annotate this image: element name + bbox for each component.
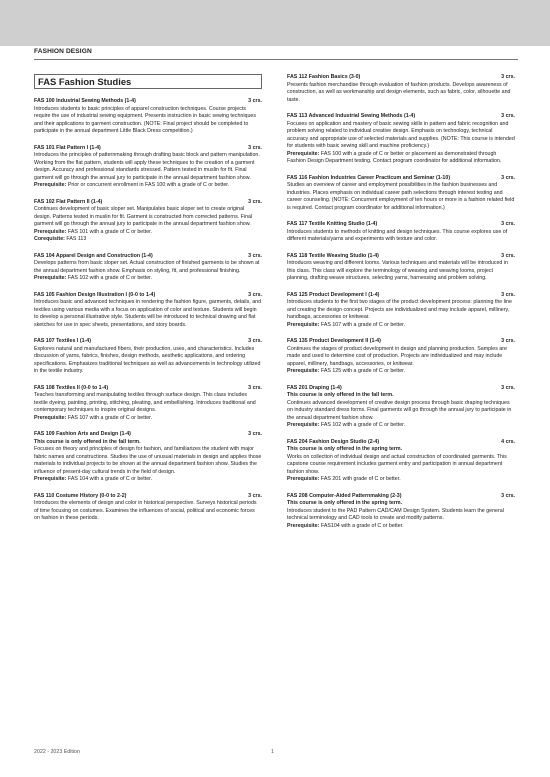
course-entry — [287, 338, 515, 376]
course-title: FAS 101 Flat Pattern I (1-4) — [34, 144, 101, 151]
course-description: Continues advanced development of creative design process through basic draping techniques on industry standard dress forms. Final garments will go through the annual jury to participate in the annual department fashion show. — [287, 399, 512, 421]
course-entry — [34, 338, 262, 376]
course-term-note: This course is only offered in the fall term. — [34, 438, 141, 445]
course-credits: 3 crs. — [248, 384, 262, 391]
course-description: Introduces students to methods of knitting and design techniques. This course explores use of different materials/yarns and experiments with texture and color. — [287, 228, 508, 242]
course-entry — [34, 385, 262, 423]
course-header — [287, 113, 515, 121]
prerequisite-label: Prerequisite: — [287, 368, 320, 374]
prerequisite-label: Prerequisite: — [287, 150, 320, 157]
course-title: FAS 208 Computer-Aided Patternmaking (2-3) — [287, 492, 402, 499]
course-description: Explores natural and manufactured fibers, their production, uses, and characteristics. Includes discussion of yarns, fabrics, finishes, design methods, aesthetic applications, and ordering specifications. Emphasizes traditional techniques as well as advancements in technology utilized in the textile industry. — [34, 345, 261, 374]
course-entry — [287, 292, 515, 330]
course-prerequisite — [287, 523, 515, 531]
course-credits: 3 crs. — [248, 492, 262, 499]
prerequisite-text: FAS 125 with a grade of C or better. — [320, 368, 406, 374]
prerequisite-text: Prior or concurrent enrollment in FAS 100 with a grade of C or better. — [67, 182, 230, 188]
course-description: Focuses on theory and principles of design for fashion, and familiarizes the student with major fabric names and constructions. Studies the use of unusual materials in design and applies those materials to individual projects to be shown at the annual department fashion show. Studies the influence of present-day cultural trends in the field of design. — [34, 446, 262, 475]
page-footer — [34, 749, 518, 755]
prerequisite-text: FAS 101 with a grade of C or better. — [67, 228, 153, 235]
course-title: FAS 112 Fashion Basics (3-0) — [287, 74, 361, 80]
course-entry — [287, 113, 515, 166]
course-header — [34, 292, 262, 300]
course-description: Introduces students to basic principles of apparel construction techniques. Course projects require the use of industrial sewing equipment. Presents instruction in basic sewing techniques and their applications to garment construction. (NOTE: Final project should be completed to participate in the annual department Little Black Dress competition.) — [34, 105, 257, 134]
course-description: Focuses on application and mastery of basic sewing skills in pattern and fabric recognition and problem solving related to individual creative design. Emphasis on technology, technical accuracy and appropriate use of selected materials and supplies. (NOTE: This course is intended for students with basic sewing skill and machine proficiency.) — [287, 120, 515, 149]
course-credits: 3 crs. — [501, 252, 515, 259]
course-header — [34, 199, 262, 207]
course-credits: 3 crs. — [501, 384, 515, 391]
course-entry — [287, 493, 515, 531]
course-description: Introduces students to the first two stages of the product development process: planning the line and creating the design concept. Projects are individualized and may include apparel, millinery, handbags, accessories or knitwear. — [287, 299, 512, 320]
course-entry — [287, 221, 515, 244]
course-credits: 3 crs. — [248, 338, 262, 344]
course-header — [287, 253, 515, 261]
course-title: FAS 116 Fashion Industries Career Practicum and Seminar (1-10) — [287, 174, 451, 181]
course-title: FAS 109 Fashion Arts and Design (1-4) — [34, 431, 131, 437]
course-title: FAS 125 Product Development I (1-4) — [287, 291, 380, 298]
course-prerequisite — [287, 368, 515, 376]
course-description: Continues development of basic sloper set. Manipulates basic sloper set to create original design. Patterns tested in muslin for fit. Garment is constructed from corrected patterns. Final garment will go through the annual jury to participate in the annual department fashion show. — [34, 206, 253, 227]
course-prerequisite — [34, 476, 262, 484]
course-header — [34, 145, 262, 153]
course-description: Introduces the principles of patternmaking through drafting basic block and pattern manipulation. Working from the flat pattern, students will apply these techniques to the creation of a garment design. Accuracy and professional standards stressed. Pattern tested in muslin for fit. Final garment will go through the annual jury to participate in the annual department fashion show. — [34, 152, 260, 181]
course-header — [34, 338, 262, 346]
prerequisite-text: FAS 104 with a grade of C or better. — [67, 476, 153, 482]
course-corequisite — [34, 236, 262, 244]
course-prerequisite — [287, 322, 515, 330]
course-term-note: This course is only offered in the spring term. — [287, 500, 403, 506]
prerequisite-label: Prerequisite: — [34, 275, 67, 281]
prerequisite-label: Prerequisite: — [287, 522, 320, 529]
course-title: FAS 117 Textile Knitting Studio (1-4) — [287, 221, 378, 227]
course-title: FAS 102 Flat Pattern II (1-4) — [34, 198, 103, 205]
course-prerequisite — [287, 476, 515, 484]
prerequisite-text: FAS 102 with a grade of C or better. — [320, 422, 406, 428]
course-title: FAS 107 Textiles I (1-4) — [34, 338, 92, 344]
course-title: FAS 100 Industrial Sewing Methods (1-4) — [34, 98, 136, 104]
course-entry — [34, 145, 262, 190]
prerequisite-label: Prerequisite: — [287, 321, 320, 328]
course-prerequisite — [287, 151, 515, 166]
course-header — [287, 493, 515, 501]
right-column — [287, 74, 515, 539]
course-header — [287, 74, 515, 82]
course-description: Introduces student to the PAD Pattern CAD/CAM Design System. Students learn the general technical terminology and CAD tools to create and modify patterns. — [287, 507, 504, 521]
course-entry — [34, 431, 262, 484]
top-banner — [0, 0, 550, 46]
course-title: FAS 105 Fashion Design Illustration I (0-0 to 1-4) — [34, 291, 156, 298]
course-entry — [287, 385, 515, 430]
course-header — [287, 385, 515, 393]
corequisite-text: FAS 113 — [66, 236, 87, 242]
course-title: FAS 118 Textile Weaving Studio (1-4) — [287, 252, 379, 259]
prerequisite-text: FAS 107 with a grade of C or better. — [67, 414, 153, 421]
left-column — [34, 74, 262, 532]
course-credits: 3 crs. — [248, 144, 262, 151]
course-title: FAS 108 Textiles II (0-0 to 1-4) — [34, 384, 109, 391]
course-credits: 3 crs. — [248, 252, 262, 259]
corequisite-label: Corequisite: — [34, 236, 65, 242]
department-header: FASHION DESIGN — [34, 48, 92, 55]
course-entry — [287, 74, 515, 104]
header-rule — [34, 59, 518, 60]
course-term-note: This course is only offered in the fall term. — [287, 392, 394, 398]
course-header — [287, 292, 515, 300]
course-credits: 4 crs. — [501, 438, 515, 445]
course-entry — [287, 175, 515, 213]
course-header — [287, 338, 515, 346]
course-entry — [34, 292, 262, 330]
prerequisite-label: Prerequisite: — [34, 228, 67, 235]
course-title: FAS 113 Advanced Industrial Sewing Methods (1-4) — [287, 113, 416, 119]
course-prerequisite — [34, 275, 262, 283]
course-title: FAS 110 Costume History (0-0 to 2-2) — [34, 492, 127, 499]
page-title: FAS Fashion Studies — [34, 74, 262, 89]
course-description: Introduces basic and advanced techniques in rendering the fashion figure, garments, details, and textiles using various media with a focus on application of color and texture. Students will begin to develop a personal illustrative style. Students will be introduced to technical drawing and flat sketches for use in spec sheets, presentations, and story boards. — [34, 299, 262, 328]
course-prerequisite — [34, 229, 262, 237]
course-description: Presents fashion merchandise through evaluation of fashion products. Develops awareness of construction, as well as workmanship and design elements, such as fabric, color, silhouette and taste. — [287, 81, 511, 103]
course-credits: 3 crs. — [248, 198, 262, 205]
course-credits: 3 crs. — [501, 174, 515, 181]
prerequisite-label: Prerequisite: — [287, 476, 320, 482]
course-credits: 3 crs. — [248, 291, 262, 298]
prerequisite-label: Prerequisite: — [34, 182, 67, 188]
course-credits: 3 crs. — [248, 431, 262, 437]
course-header — [34, 385, 262, 393]
left-course-list — [34, 98, 262, 523]
course-term-note: This course is only offered in the spring term. — [287, 446, 403, 452]
course-prerequisite — [34, 182, 262, 190]
course-header — [287, 175, 515, 183]
course-entry — [34, 98, 262, 136]
prerequisite-label: Prerequisite: — [287, 422, 320, 428]
course-entry — [287, 253, 515, 283]
course-title: FAS 201 Draping (1-4) — [287, 384, 342, 391]
right-course-list — [287, 74, 515, 530]
course-description: Introduces weaving and different looms. Various techniques and materials will be introduced in this class. This class will explore the terminology of weaving and weaving looms, project planning, drafting weave structures, selecting yarns, harnessing and problem solving. — [287, 260, 508, 281]
course-credits: 3 crs. — [248, 98, 262, 104]
course-prerequisite — [287, 422, 515, 430]
prerequisite-text: FAS 107 with a grade of C or better. — [320, 321, 406, 328]
course-description: Continues the stages of product development in design and planning production. Samples are made and used to determine cost of production. Projects are individualized and may include apparel, millinery, handbags, accessories, or knitwear. — [287, 345, 507, 367]
course-entry — [34, 253, 262, 283]
course-credits: 3 crs. — [501, 338, 515, 344]
course-credits: 3 crs. — [501, 221, 515, 227]
prerequisite-text: FAS 201 with grade of C or better. — [320, 476, 401, 482]
course-credits: 3 crs. — [501, 492, 515, 499]
course-credits: 3 crs. — [501, 74, 515, 80]
course-header — [287, 221, 515, 229]
prerequisite-label: Prerequisite: — [34, 414, 67, 421]
course-description: Works on collection of individual design and actual construction of coordinated garments. This capstone course requirement includes garment entry and participation in annual department fashion show. — [287, 453, 507, 475]
course-title: FAS 204 Fashion Design Studio (2-4) — [287, 438, 380, 445]
course-description: Teaches transforming and manipulating textiles through surface design. This class includes textile dyeing, painting, printing, stitching, pleating, and embellishing. Introduces traditional and contemporary techniques to inspire original designs. — [34, 392, 256, 413]
prerequisite-text: FAS 102 with a grade of C or better. — [67, 275, 153, 281]
prerequisite-label: Prerequisite: — [34, 476, 67, 482]
course-credits: 3 crs. — [501, 291, 515, 298]
course-title: FAS 104 Apparel Design and Construction (1-4) — [34, 252, 153, 259]
edition-label: 2022 - 2023 Edition — [34, 749, 80, 755]
course-description: Develops patterns from basic sloper set. Actual construction of finished garments to be shown at the annual department fashion show. Emphasis on styling, fit, and professional finishing. — [34, 260, 260, 274]
course-title: FAS 135 Product Development II (1-4) — [287, 338, 381, 344]
course-prerequisite — [34, 415, 262, 423]
course-description: Studies an overview of career and employment possibilities in the fashion businesses and industries. Places emphasis on individual career path selections through interest testing and career counseling. (NOTE: Concurrent employment of ten hours or more in a fashion related field is required. Contact program coordinator for additional information.) — [287, 182, 515, 211]
prerequisite-text: FAS 100 with a grade of C or better or placement as demonstrated through Fashion Design Department testing. Contact program coordinator for additional information. — [287, 150, 502, 164]
course-entry — [34, 199, 262, 244]
page-number: 1 — [271, 749, 274, 755]
course-header — [287, 439, 515, 447]
course-header — [34, 493, 262, 501]
course-description: Introduces the elements of design and color in historical perspective. Surveys historical periods of time focusing on costumes. Examines the influences of social, political and economic forces on fashion in these periods. — [34, 500, 257, 521]
course-header — [34, 98, 262, 106]
course-entry — [287, 439, 515, 484]
course-credits: 3 crs. — [501, 113, 515, 119]
prerequisite-text: FAS104 with a grade of C or better. — [320, 522, 404, 529]
course-header — [34, 253, 262, 261]
course-entry — [34, 493, 262, 523]
course-header — [34, 431, 262, 439]
